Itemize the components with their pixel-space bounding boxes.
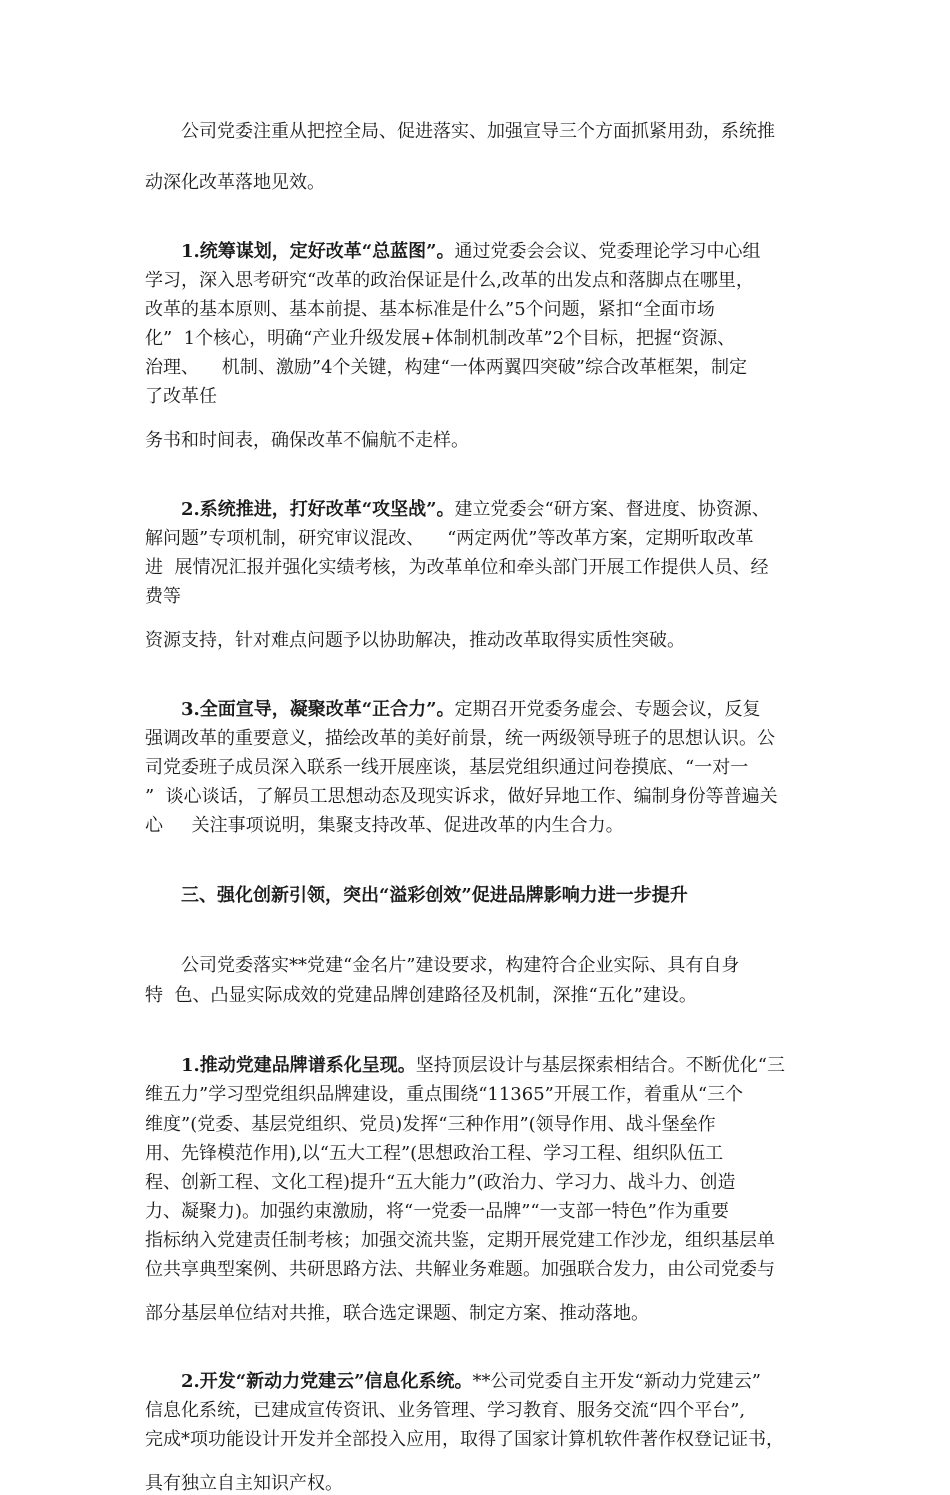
text-line (145, 1259, 775, 1281)
line-text: 建立党委会“研方案、督进度、协资源、 (454, 499, 770, 520)
line-text: 位共享典型案例、共研思路方法、共解业务难题。加强联合发力，由公司党委与 (145, 1259, 775, 1280)
line-text: 务书和时间表，确保改革不偏航不走样。 (145, 430, 469, 451)
text-line (145, 1143, 723, 1165)
bold-heading: 3.全面宣导，凝聚改革“正合力”。 (145, 699, 455, 720)
text-line (145, 786, 778, 808)
text-line (145, 1201, 729, 1223)
line-text: 用、先锋模范作用),以“五大工程”(思想政治工程、学习工程、组织队伍工 (145, 1143, 724, 1164)
line-text: 坚持顶层设计与基层探索相结合。不断优化“三 (415, 1055, 785, 1076)
line-text: 司党委班子成员深入联系一线开展座谈，基层党组织通过问卷摸底、“一对一 (145, 757, 749, 778)
text-line (145, 528, 754, 550)
text-line (145, 1230, 775, 1252)
line-text: 强调改革的重要意义，描绘改革的美好前景，统一两级领导班子的思想认识。公 (145, 728, 775, 749)
text-line (145, 121, 775, 143)
bold-heading: 1.统筹谋划，定好改革“总蓝图”。 (145, 241, 455, 262)
text-line (145, 815, 624, 837)
line-text: 了改革任 (145, 386, 217, 407)
line-text: 定期召开党委务虚会、专题会议，反复 (454, 699, 761, 720)
text-line (145, 270, 754, 292)
text-line (145, 1114, 716, 1136)
line-text: 通过党委会会议、党委理论学习中心组 (454, 241, 761, 262)
text-line (145, 885, 688, 907)
bold-heading: 2.开发“新动力党建云”信息化系统。 (145, 1371, 473, 1392)
line-text: 力、凝聚力)。加强约束激励，将“一党委一品牌”“一支部一特色”作为重要 (145, 1201, 729, 1222)
line-text: 治理、 机制、激励”4个关键，构建“一体两翼四突破”综合改革框架，制定 (145, 357, 747, 378)
line-text: 特 色、凸显实际成效的党建品牌创建路径及机制，深推“五化”建设。 (145, 985, 697, 1006)
text-line (145, 328, 735, 350)
text-line (145, 1055, 785, 1077)
text-line (145, 1473, 343, 1495)
line-text: 费等 (145, 586, 181, 607)
text-line (145, 586, 181, 608)
text-line (145, 1303, 649, 1325)
text-line (145, 985, 697, 1007)
line-text: 资源支持，针对难点问题予以协助解决，推动改革取得实质性突破。 (145, 630, 685, 651)
line-text: 信息化系统，已建成宣传资讯、业务管理、学习教育、服务交流“四个平台”, (145, 1400, 746, 1421)
bold-heading: 三、强化创新引领，突出“溢彩创效”促进品牌影响力进一步提升 (145, 885, 688, 906)
text-line (145, 557, 768, 579)
text-line (145, 299, 715, 321)
line-text: 学习，深入思考研究“改革的政治保证是什么,改革的出发点和落脚点在哪里， (145, 270, 754, 291)
text-line (145, 1371, 761, 1393)
line-text: 完成*项功能设计开发并全部投入应用，取得了国家计算机软件著作权登记证书， (145, 1429, 784, 1450)
line-text: 公司党委注重从把控全局、促进落实、加强宣导三个方面抓紧用劲，系统推 (145, 121, 775, 142)
line-text: 解问题”专项机制，研究审议混改、 “两定两优”等改革方案，定期听取改革 (145, 528, 754, 549)
text-line (145, 386, 217, 408)
text-line (145, 430, 469, 452)
text-line (145, 728, 775, 750)
text-line (145, 1172, 735, 1194)
line-text: 化” 1个核心，明确“产业升级发展+体制机制改革”2个目标，把握“资源、 (145, 328, 736, 349)
line-text: 部分基层单位结对共推，联合选定课题、制定方案、推动落地。 (145, 1303, 649, 1324)
line-text: 进 展情况汇报并强化实绩考核，为改革单位和牵头部门开展工作提供人员、经 (145, 557, 769, 578)
line-text: 维五力”学习型党组织品牌建设，重点围绕“11365”开展工作，着重从“三个 (145, 1084, 744, 1105)
line-text: 心 关注事项说明，集聚支持改革、促进改革的内生合力。 (145, 815, 624, 836)
text-line (145, 172, 325, 194)
line-text: 公司党委落实**党建“金名片”建设要求，构建符合企业实际、具有自身 (145, 955, 740, 976)
line-text: 维度”(党委、基层党组织、党员)发挥“三种作用”(领导作用、战斗堡垒作 (145, 1114, 716, 1135)
text-line (145, 757, 748, 779)
line-text: **公司党委自主开发“新动力党建云” (472, 1371, 761, 1392)
line-text: 指标纳入党建责任制考核；加强交流共鉴，定期开展党建工作沙龙，组织基层单 (145, 1230, 775, 1251)
text-line (145, 499, 770, 521)
text-line (145, 630, 685, 652)
line-text: 程、创新工程、文化工程)提升“五大能力”(政治力、学习力、战斗力、创造 (145, 1172, 736, 1193)
text-line (145, 1429, 784, 1451)
line-text: 动深化改革落地见效。 (145, 172, 325, 193)
line-text: 改革的基本原则、基本前提、基本标准是什么”5个问题，紧扣“全面市场 (145, 299, 715, 320)
text-line (145, 1400, 745, 1422)
bold-heading: 1.推动党建品牌谱系化呈现。 (145, 1055, 416, 1076)
text-line (145, 241, 761, 263)
text-line (145, 955, 739, 977)
bold-heading: 2.系统推进，打好改革“攻坚战”。 (145, 499, 455, 520)
line-text: 具有独立自主知识产权。 (145, 1473, 343, 1494)
text-line (145, 699, 761, 721)
text-line (145, 1084, 743, 1106)
text-line (145, 357, 747, 379)
line-text: ” 谈心谈话，了解员工思想动态及现实诉求，做好异地工作、编制身份等普遍关 (145, 786, 778, 807)
